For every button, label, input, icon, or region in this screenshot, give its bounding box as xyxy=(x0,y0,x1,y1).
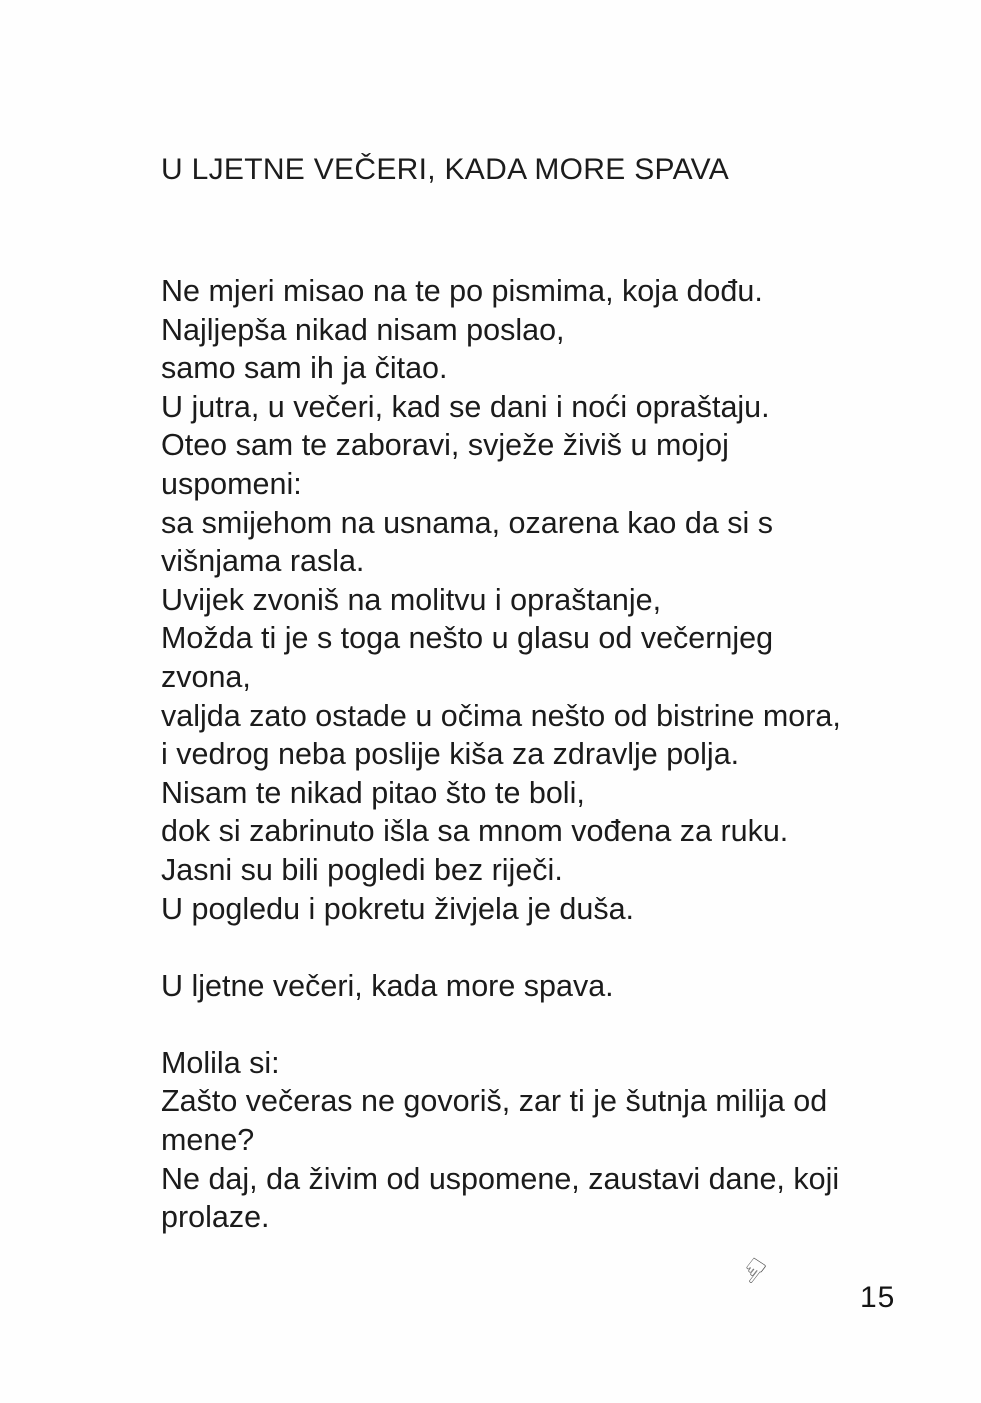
poem-body xyxy=(161,272,901,1237)
stanza-1 xyxy=(161,272,901,928)
manicule-hand-icon: ☞ xyxy=(730,1248,777,1293)
poem-line: Najljepša nikad nisam poslao, xyxy=(161,312,565,347)
poem-line: Uvijek zvoniš na molitvu i opraštanje, xyxy=(161,582,662,617)
poem-title: U LJETNE VEČERI, KADA MORE SPAVA xyxy=(161,153,730,186)
poem-line: U pogledu i pokretu živjela je duša. xyxy=(161,891,635,926)
stanza-2 xyxy=(161,967,901,1006)
poem-line: zvona, xyxy=(161,659,251,694)
poem-line: Oteo sam te zaboravi, svježe živiš u mojoj xyxy=(161,428,729,463)
poem-line: valjda zato ostade u očima nešto od bistrine mora, xyxy=(161,698,841,733)
poem-line: mene? xyxy=(161,1123,255,1158)
poem-line: Možda ti je s toga nešto u glasu od večernjeg xyxy=(161,621,774,656)
poem-line: višnjama rasla. xyxy=(161,544,365,579)
poem-line: sa smijehom na usnama, ozarena kao da si s xyxy=(161,505,774,540)
stanza-3 xyxy=(161,1044,901,1237)
poem-line: Jasni su bili pogledi bez riječi. xyxy=(161,852,563,887)
poem-line: samo sam ih ja čitao. xyxy=(161,351,448,386)
poem-line: U ljetne večeri, kada more spava. xyxy=(161,968,614,1003)
page-number: 15 xyxy=(860,1281,896,1314)
poem-line: uspomeni: xyxy=(161,466,302,501)
poem-line: Nisam te nikad pitao što te boli, xyxy=(161,775,585,810)
poem-line: U jutra, u večeri, kad se dani i noći opraštaju. xyxy=(161,389,770,424)
poem-line: dok si zabrinuto išla sa mnom vođena za ruku. xyxy=(161,814,789,849)
poem-line: Ne mjeri misao na te po pismima, koja dođu. xyxy=(161,274,763,308)
poem-line: i vedrog neba poslije kiša za zdravlje polja. xyxy=(161,737,740,772)
poem-line: Zašto večeras ne govoriš, zar ti je šutnja milija od xyxy=(161,1084,828,1119)
poem-line: Ne daj, da živim od uspomene, zaustavi dane, koji xyxy=(161,1161,840,1196)
poem-line: Molila si: xyxy=(161,1045,280,1080)
poem-line: prolaze. xyxy=(161,1200,270,1235)
